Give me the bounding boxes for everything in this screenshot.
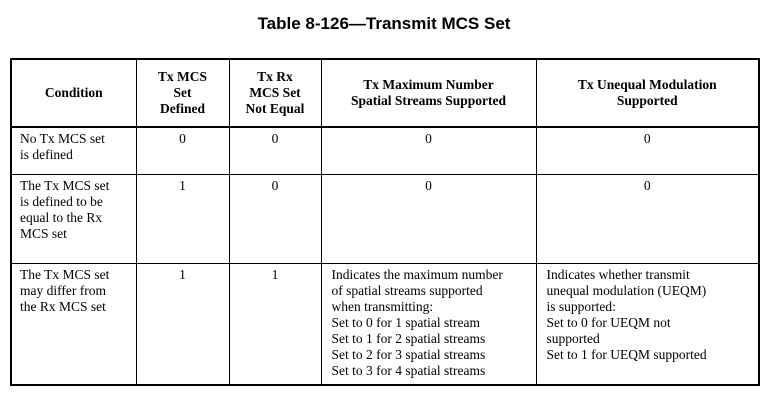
header-tx-max-spatial-streams: Tx Maximum Number Spatial Streams Supported xyxy=(321,59,536,127)
table-title: Table 8-126—Transmit MCS Set xyxy=(257,14,511,33)
condition-cell: The Tx MCS set may differ from the Rx MCS set xyxy=(11,264,136,386)
condition-cell: No Tx MCS set is defined xyxy=(11,127,136,175)
header-row xyxy=(11,59,759,127)
header-tx-unequal-modulation: Tx Unequal Modulation Supported xyxy=(536,59,759,127)
condition-cell: The Tx MCS set is defined to be equal to the Rx MCS set xyxy=(11,175,136,264)
tx-rx-not-equal-cell: 0 xyxy=(229,127,321,175)
max-streams-cell: Indicates the maximum number of spatial streams supported when transmitting: Set to 0 for 1 spatial stream Set to 1 for 2 spatial streams Set to 2 for 3 spatial streams Set to 3 for 4 spatial streams xyxy=(321,264,536,386)
header-condition: Condition xyxy=(11,59,136,127)
table-row xyxy=(11,175,759,264)
table-row xyxy=(11,264,759,386)
transmit-mcs-set-table xyxy=(10,58,760,386)
ueqm-cell: 0 xyxy=(536,127,759,175)
header-tx-rx-mcs-set-not-equal: Tx Rx MCS Set Not Equal xyxy=(229,59,321,127)
max-streams-cell: 0 xyxy=(321,127,536,175)
table-row xyxy=(11,127,759,175)
tx-mcs-set-defined-cell: 1 xyxy=(136,264,229,386)
max-streams-cell: 0 xyxy=(321,175,536,264)
tx-mcs-set-defined-cell: 1 xyxy=(136,175,229,264)
tx-rx-not-equal-cell: 1 xyxy=(229,264,321,386)
tx-mcs-set-defined-cell: 0 xyxy=(136,127,229,175)
tx-rx-not-equal-cell: 0 xyxy=(229,175,321,264)
ueqm-cell: Indicates whether transmit unequal modulation (UEQM) is supported: Set to 0 for UEQM not supported Set to 1 for UEQM supported xyxy=(536,264,759,386)
header-tx-mcs-set-defined: Tx MCS Set Defined xyxy=(136,59,229,127)
ueqm-cell: 0 xyxy=(536,175,759,264)
